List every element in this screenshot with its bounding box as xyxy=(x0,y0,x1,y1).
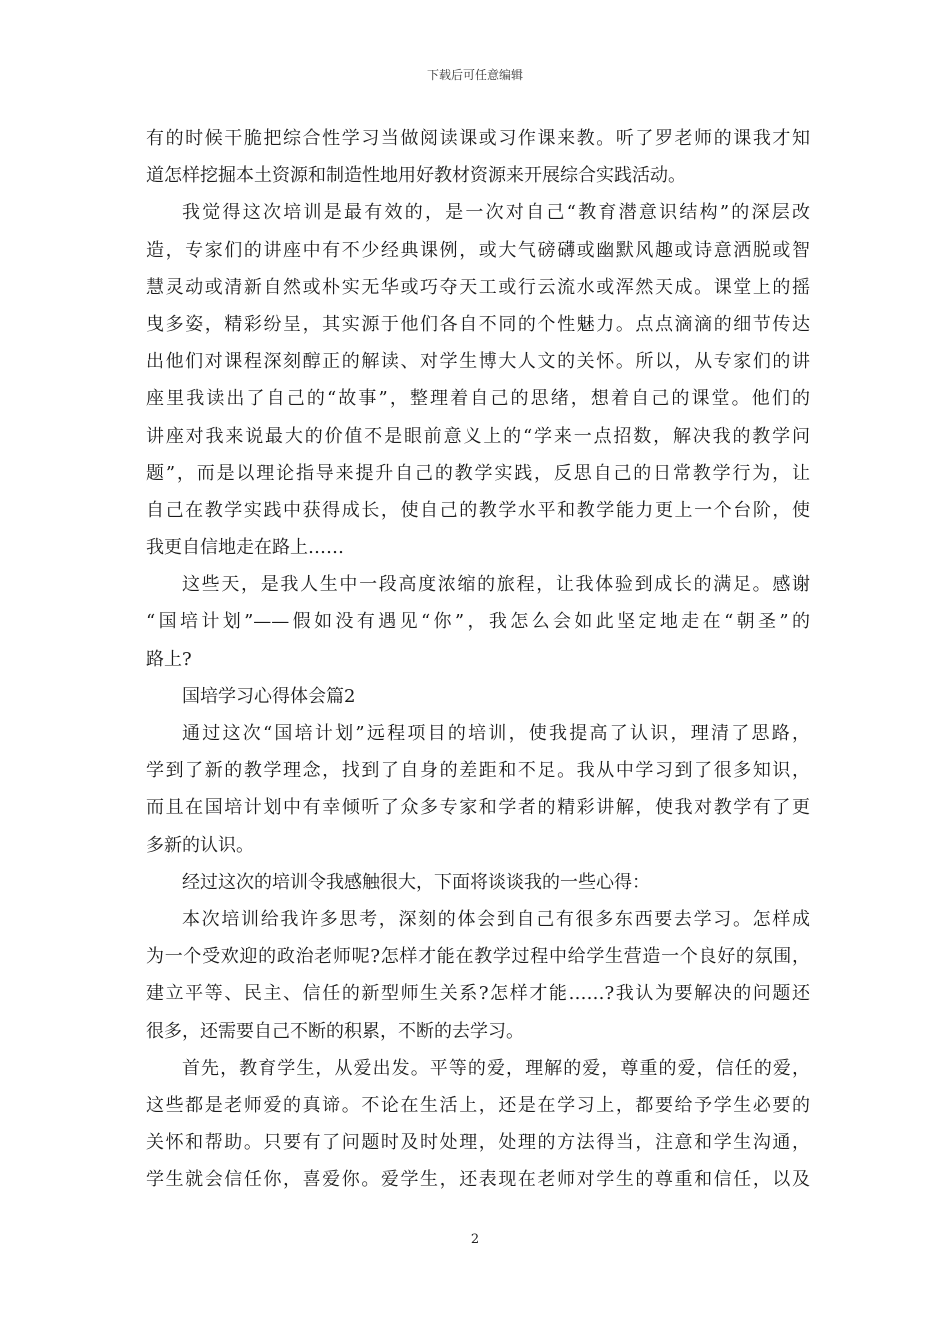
text-line: 国培学习心得体会篇2 xyxy=(182,685,356,707)
text-line: 经过这次的培训令我感触很大，下面将谈谈我的一些心得： xyxy=(182,871,650,893)
document-body xyxy=(146,120,810,1198)
text-line: 座里我读出了自己的“故事”，整理着自己的思绪，想着自己的课堂。他们的 xyxy=(146,388,810,410)
text-line: 造，专家们的讲座中有不少经典课例，或大气磅礴或幽默风趣或诗意洒脱或智 xyxy=(146,239,810,261)
text-line: “国培计划”——假如没有遇见“你”，我怎么会如此坚定地走在“朝圣”的 xyxy=(146,611,810,633)
text-line: 首先，教育学生，从爱出发。平等的爱，理解的爱，尊重的爱，信任的爱， xyxy=(182,1057,810,1079)
text-line: 这些都是老师爱的真谛。不论在生活上，还是在学习上，都要给予学生必要的 xyxy=(146,1094,810,1116)
text-line: 曳多姿，精彩纷呈，其实源于他们各自不同的个性魅力。点点滴滴的细节传达 xyxy=(146,313,810,335)
text-line: 通过这次“国培计划”远程项目的培训，使我提高了认识，理清了思路， xyxy=(182,723,810,744)
text-line: 道怎样挖掘本土资源和制造性地用好教材资源来开展综合实践活动。 xyxy=(146,165,686,187)
text-line: 学到了新的教学理念，找到了自身的差距和不足。我从中学习到了很多知识， xyxy=(146,760,810,782)
text-line: 本次培训给我许多思考，深刻的体会到自己有很多东西要去学习。怎样成 xyxy=(182,908,810,930)
text-line: 很多，还需要自己不断的积累，不断的去学习。 xyxy=(146,1020,524,1042)
text-line: 学生就会信任你，喜爱你。爱学生，还表现在老师对学生的尊重和信任，以及 xyxy=(146,1169,810,1191)
text-line: 有的时候干脆把综合性学习当做阅读课或习作课来教。听了罗老师的课我才知 xyxy=(146,128,810,149)
page-number: 2 xyxy=(470,1232,480,1247)
text-line: 题”，而是以理论指导来提升自己的教学实践，反思自己的日常教学行为，让 xyxy=(146,462,810,484)
text-line: 关怀和帮助。只要有了问题时及时处理，处理的方法得当，注意和学生沟通， xyxy=(146,1132,810,1154)
text-line: 出他们对课程深刻醇正的解读、对学生博大人文的关怀。所以，从专家们的讲 xyxy=(146,351,810,373)
text-line: 我觉得这次培训是最有效的，是一次对自己“教育潜意识结构”的深层改 xyxy=(182,202,810,224)
text-line: 我更自信地走在路上…… xyxy=(146,537,344,559)
text-line: 这些天，是我人生中一段高度浓缩的旅程，让我体验到成长的满足。感谢 xyxy=(182,574,810,596)
text-line: 慧灵动或清新自然或朴实无华或巧夺天工或行云流水或浑然天成。课堂上的摇 xyxy=(146,276,810,298)
text-line: 路上? xyxy=(146,648,192,670)
text-line: 多新的认识。 xyxy=(146,834,254,856)
text-line: 为一个受欢迎的政治老师呢?怎样才能在教学过程中给学生营造一个良好的氛围， xyxy=(146,946,810,968)
text-line: 自己在教学实践中获得成长，使自己的教学水平和教学能力更上一个台阶，使 xyxy=(146,499,810,521)
text-line: 建立平等、民主、信任的新型师生关系?怎样才能……?我认为要解决的问题还 xyxy=(146,983,810,1005)
page-header: 下载后可任意编辑 xyxy=(426,68,523,82)
text-line: 而且在国培计划中有幸倾听了众多专家和学者的精彩讲解，使我对教学有了更 xyxy=(146,797,810,819)
text-line: 讲座对我来说最大的价值不是眼前意义上的“学来一点招数，解决我的教学问 xyxy=(146,425,810,447)
